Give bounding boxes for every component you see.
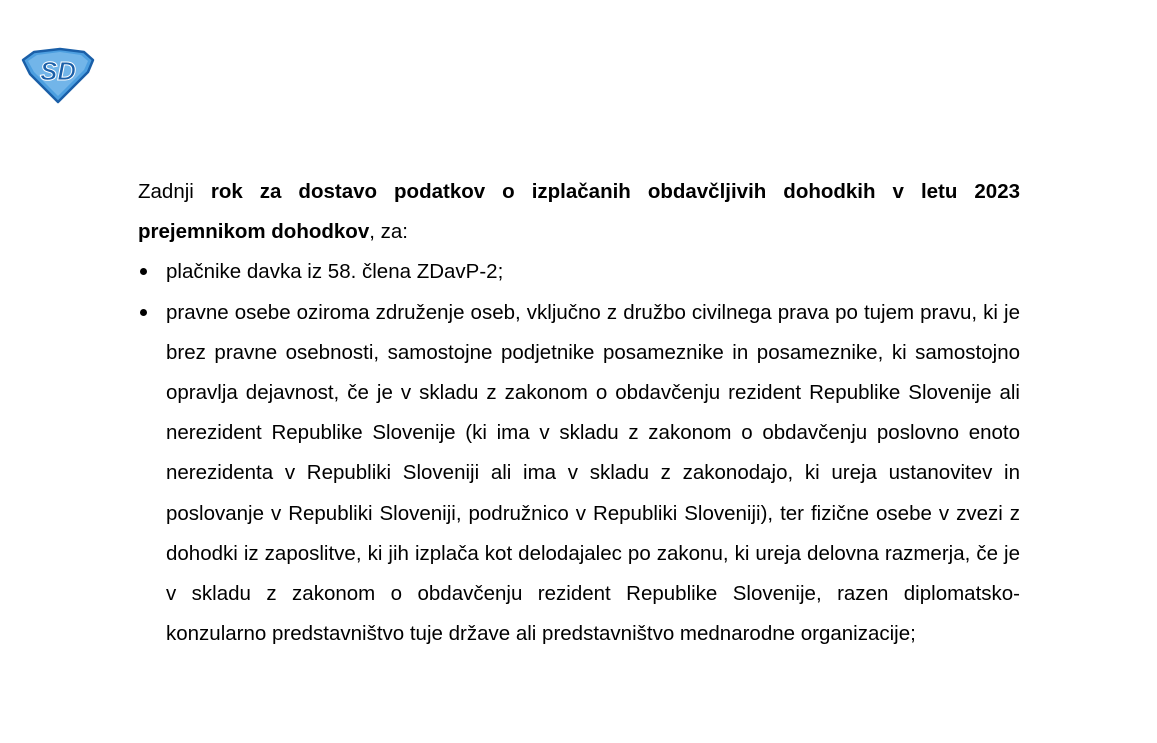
logo-icon xyxy=(20,46,96,104)
logo-shield-shape xyxy=(20,46,96,104)
logo-letters: SD xyxy=(39,56,77,86)
intro-paragraph xyxy=(138,172,1020,252)
bullet-item-2: pravne osebe oziroma združenje oseb, vključno z družbo civilnega prava po tujem pravu, ki je brez pravne osebnosti, samostojne podjetnike posameznike in posameznike, ki samostojno opravlja dejavnost, če je v skladu z zakonom o obdavčenju rezident Republike Slovenije ali nerezident Republike Slovenije (ki ima v skladu z zakonom o obdavčenju poslovno enoto nerezidenta v Republiki Sloveniji ali ima v skladu z zakonodajo, ki ureja ustanovitev in poslovanje v Republiki Sloveniji, podružnico v Republiki Sloveniji), ter fizične osebe v zvezi z dohodki iz zaposlitve, ki jih izplača kot delodajalec po zakonu, ki ureja delovna razmerja, če je v skladu z zakonom o obdavčenju rezident Republike Slovenije, razen diplomatsko-konzularno predstavništvo tuje države ali predstavništvo mednarodne organizacije; xyxy=(138,293,1020,655)
intro-bold: rok za dostavo podatkov o izplačanih obdavčljivih dohodkih v letu 2023 prejemnikom dohodkov xyxy=(138,180,1021,244)
document-body xyxy=(138,172,1020,654)
bullet-item-1: plačnike davka iz 58. člena ZDavP-2; xyxy=(138,252,1020,292)
intro-prefix: Zadnji xyxy=(138,180,211,203)
intro-suffix: , za: xyxy=(369,220,408,244)
bullet-list xyxy=(138,252,1020,654)
